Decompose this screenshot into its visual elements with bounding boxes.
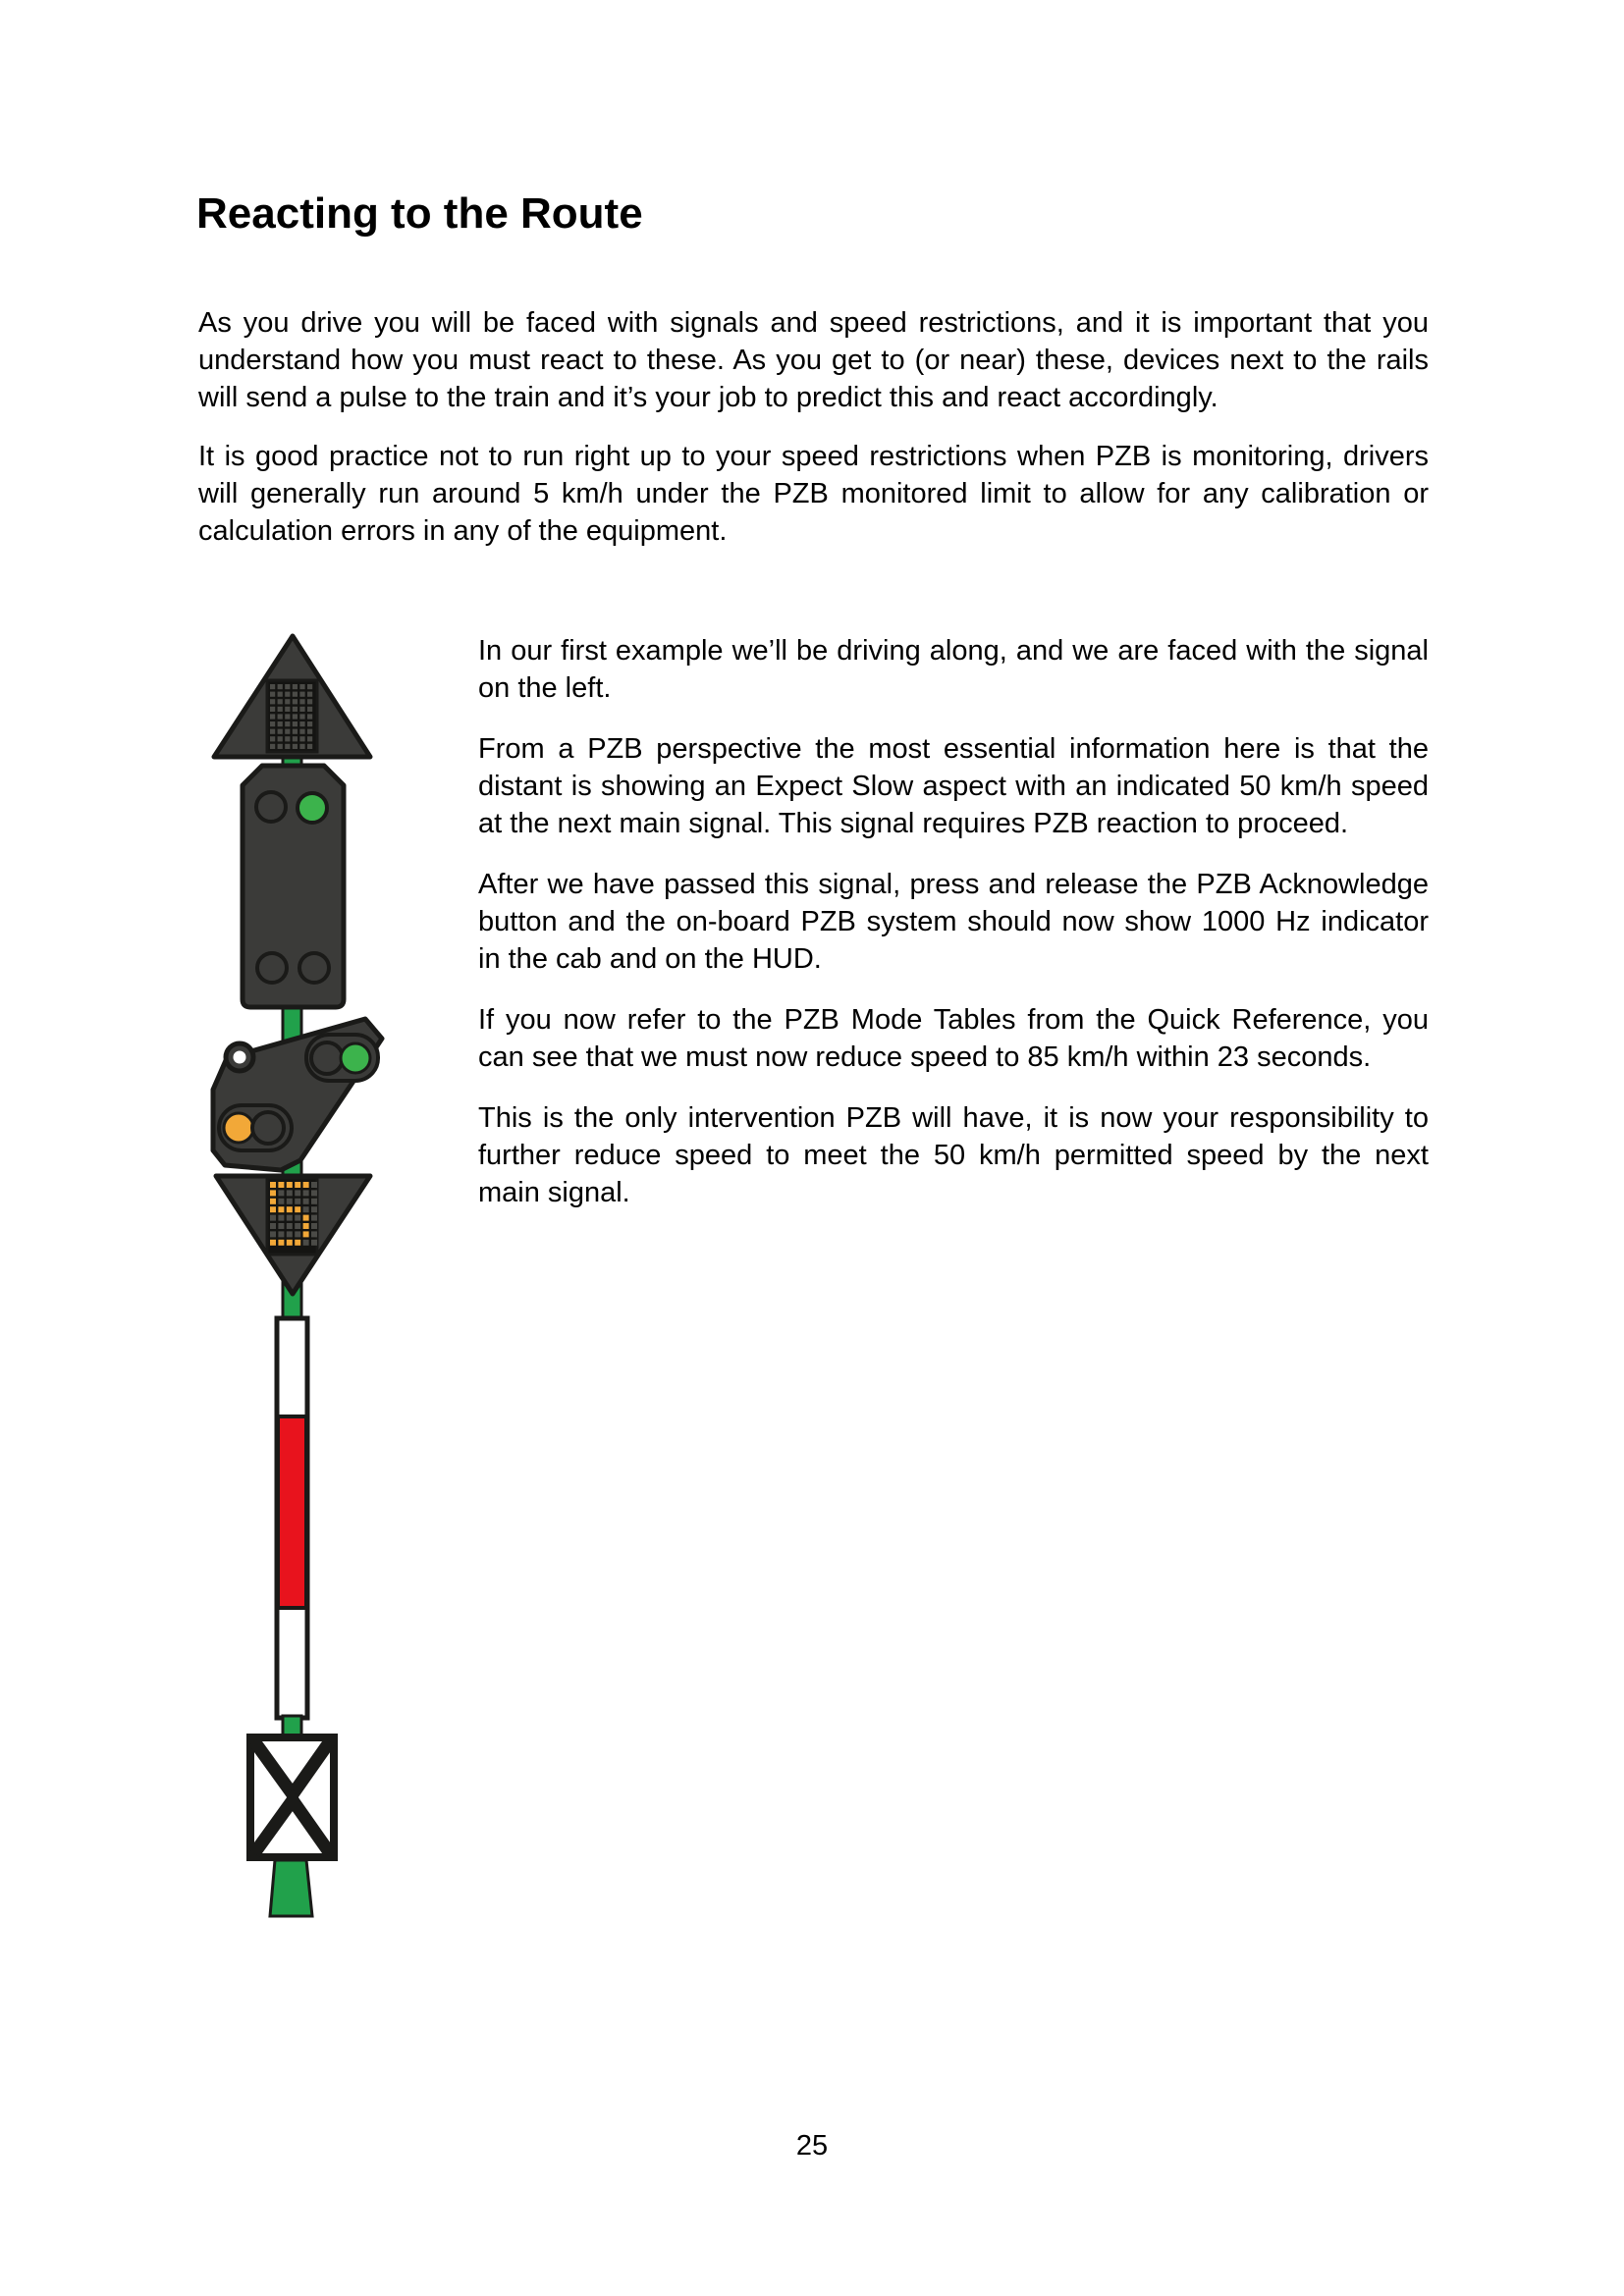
unlit-lamp <box>299 953 329 983</box>
unlit-lamp <box>257 953 287 983</box>
red-band <box>278 1416 306 1608</box>
intro-section <box>198 304 1429 571</box>
example-paragraph-4: If you now refer to the PZB Mode Tables from the Quick Reference, you can see that we must now reduce speed to 85 km/h within 23 seconds. <box>478 1004 1429 1073</box>
distant-signal-illustration <box>191 628 398 1924</box>
example-paragraph-3: After we have passed this signal, press and release the PZB Acknowledge button and the on-board PZB system should now show 1000 Hz indicator in the cab and on the HUD. <box>478 869 1429 975</box>
example-paragraph-5: This is the only intervention PZB will have, it is now your responsibility to further reduce speed to meet the 50 km/h permitted speed by the next main signal. <box>478 1102 1429 1208</box>
speed-indicator-board <box>216 1176 370 1294</box>
distant-signal-board <box>250 1737 334 1857</box>
green-lamp <box>298 793 327 823</box>
example-paragraph-2: From a PZB perspective the most essential information here is that the distant is showing an Expect Slow aspect with an indicated 50 km/h speed at the next main signal. This signal requires PZB reaction to proceed. <box>478 733 1429 839</box>
main-signal-head <box>243 766 344 1007</box>
example-section <box>478 632 1429 1235</box>
unlit-lamp <box>256 792 286 822</box>
top-indicator-board <box>214 636 370 757</box>
pole-red-white-bands <box>277 1318 307 1718</box>
amber-lamp <box>224 1113 253 1143</box>
mounting-ring-icon <box>226 1043 253 1071</box>
page-title: Reacting to the Route <box>196 189 643 238</box>
unlit-lamp <box>252 1112 284 1144</box>
example-paragraph-1: In our first example we’ll be driving along, and we are faced with the signal on the left. <box>478 635 1429 704</box>
intro-paragraph-1: As you drive you will be faced with signals and speed restrictions, and it is important that you understand how you must react to these. As you get to (or near) these, devices next to the rails will send a pulse to the train and it’s your job to predict this and react accordingly. <box>198 307 1429 413</box>
signal-base <box>270 1860 312 1916</box>
intro-paragraph-2: It is good practice not to run right up to your speed restrictions when PZB is monitoring, drivers will generally run around 5 km/h under the PZB monitored limit to allow for any calibration or calculation errors in any of the equipment. <box>198 441 1429 547</box>
distant-signal-head <box>213 1019 382 1170</box>
green-lamp <box>341 1043 370 1073</box>
page-number: 25 <box>795 2130 829 2162</box>
unlit-lamp <box>311 1042 343 1074</box>
